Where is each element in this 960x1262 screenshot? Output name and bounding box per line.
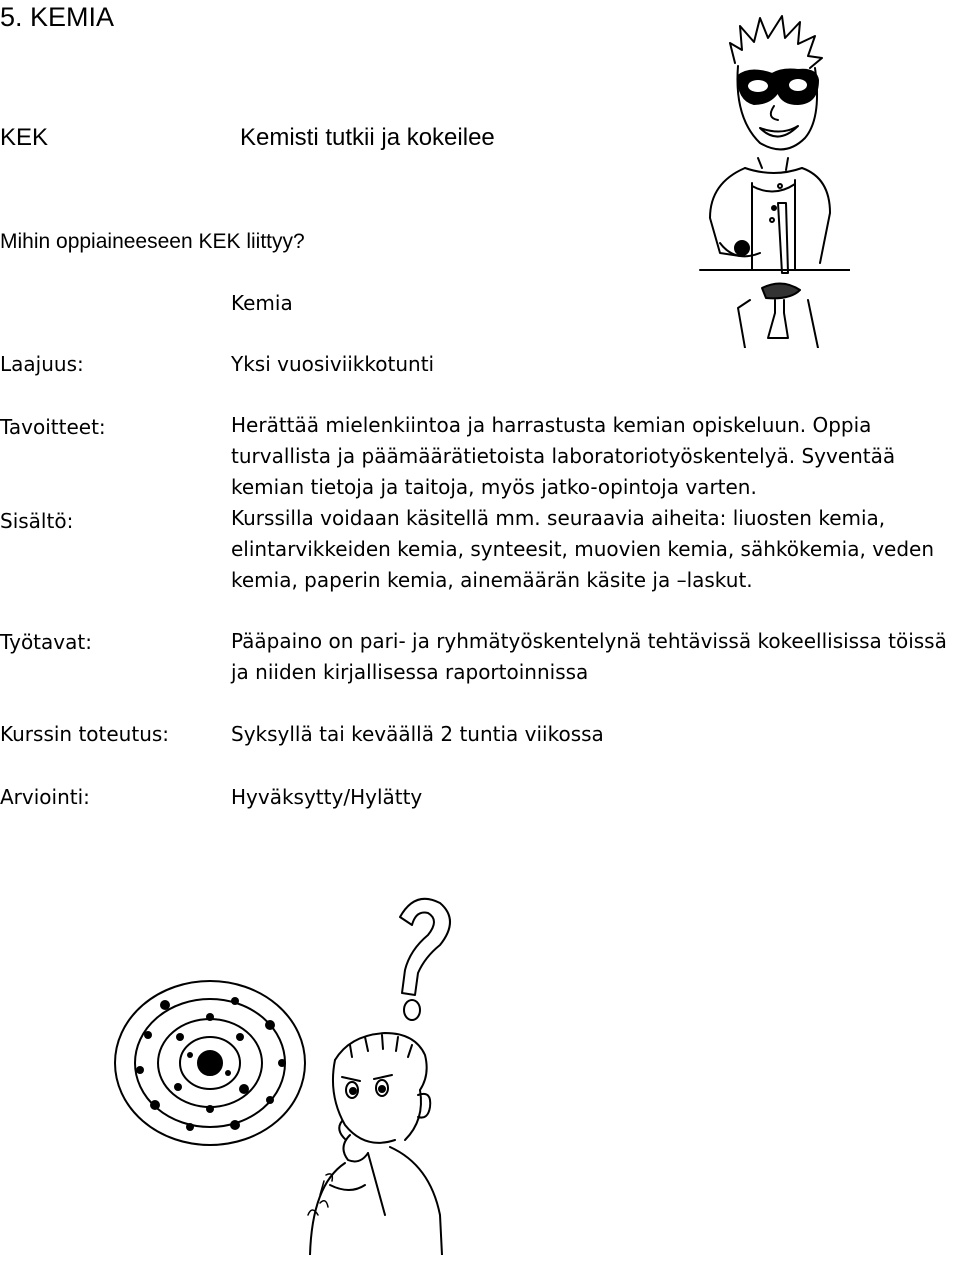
sisalto-label: Sisältö: xyxy=(0,509,74,533)
subject-answer: Kemia xyxy=(231,291,293,315)
kek-name: Kemisti tutkii ja kokeilee xyxy=(240,124,495,151)
tyotavat-label: Työtavat: xyxy=(0,630,92,654)
arviointi-label: Arviointi: xyxy=(0,785,90,809)
kek-label: KEK xyxy=(0,124,49,151)
laajuus-value: Yksi vuosiviikkotunti xyxy=(231,352,435,376)
tavoitteet-value: Herättää mielenkiintoa ja harrastusta kemian opiskeluun. Oppia turvallista ja päämäärätietoista laboratoriotyöskentelyä. Syventää kemian tietoja ja taitoja, myös jatko-opintoja varten. Kurssilla voidaan käsitellä mm. seuraavia aiheita: liuosten kemia, elintarvikkeiden kemia, synteesit, muovien kemia, sähkökemia, veden kemia, paperin kemia, ainemäärän käsite ja –laskut. xyxy=(231,413,935,592)
tavoitteet-label: Tavoitteet: xyxy=(0,415,106,439)
arviointi-value: Hyväksytty/Hylätty xyxy=(231,785,423,809)
scientist-drawing xyxy=(690,8,850,348)
subject-question: Mihin oppiaineeseen KEK liittyy? xyxy=(0,230,305,253)
atom-drawing xyxy=(110,975,310,1165)
laajuus-label: Laajuus: xyxy=(0,352,84,376)
tyotavat-value: Pääpaino on pari- ja ryhmätyöskentelynä tehtävissä kokeellisissa töissä ja niiden kirjallisessa raportoinnissa xyxy=(231,629,947,684)
toteutus-value: Syksyllä tai keväällä 2 tuntia viikossa xyxy=(231,722,604,746)
thinking-person-drawing xyxy=(290,885,510,1255)
toteutus-label: Kurssin toteutus: xyxy=(0,722,170,746)
page-title: 5. KEMIA xyxy=(0,2,115,32)
